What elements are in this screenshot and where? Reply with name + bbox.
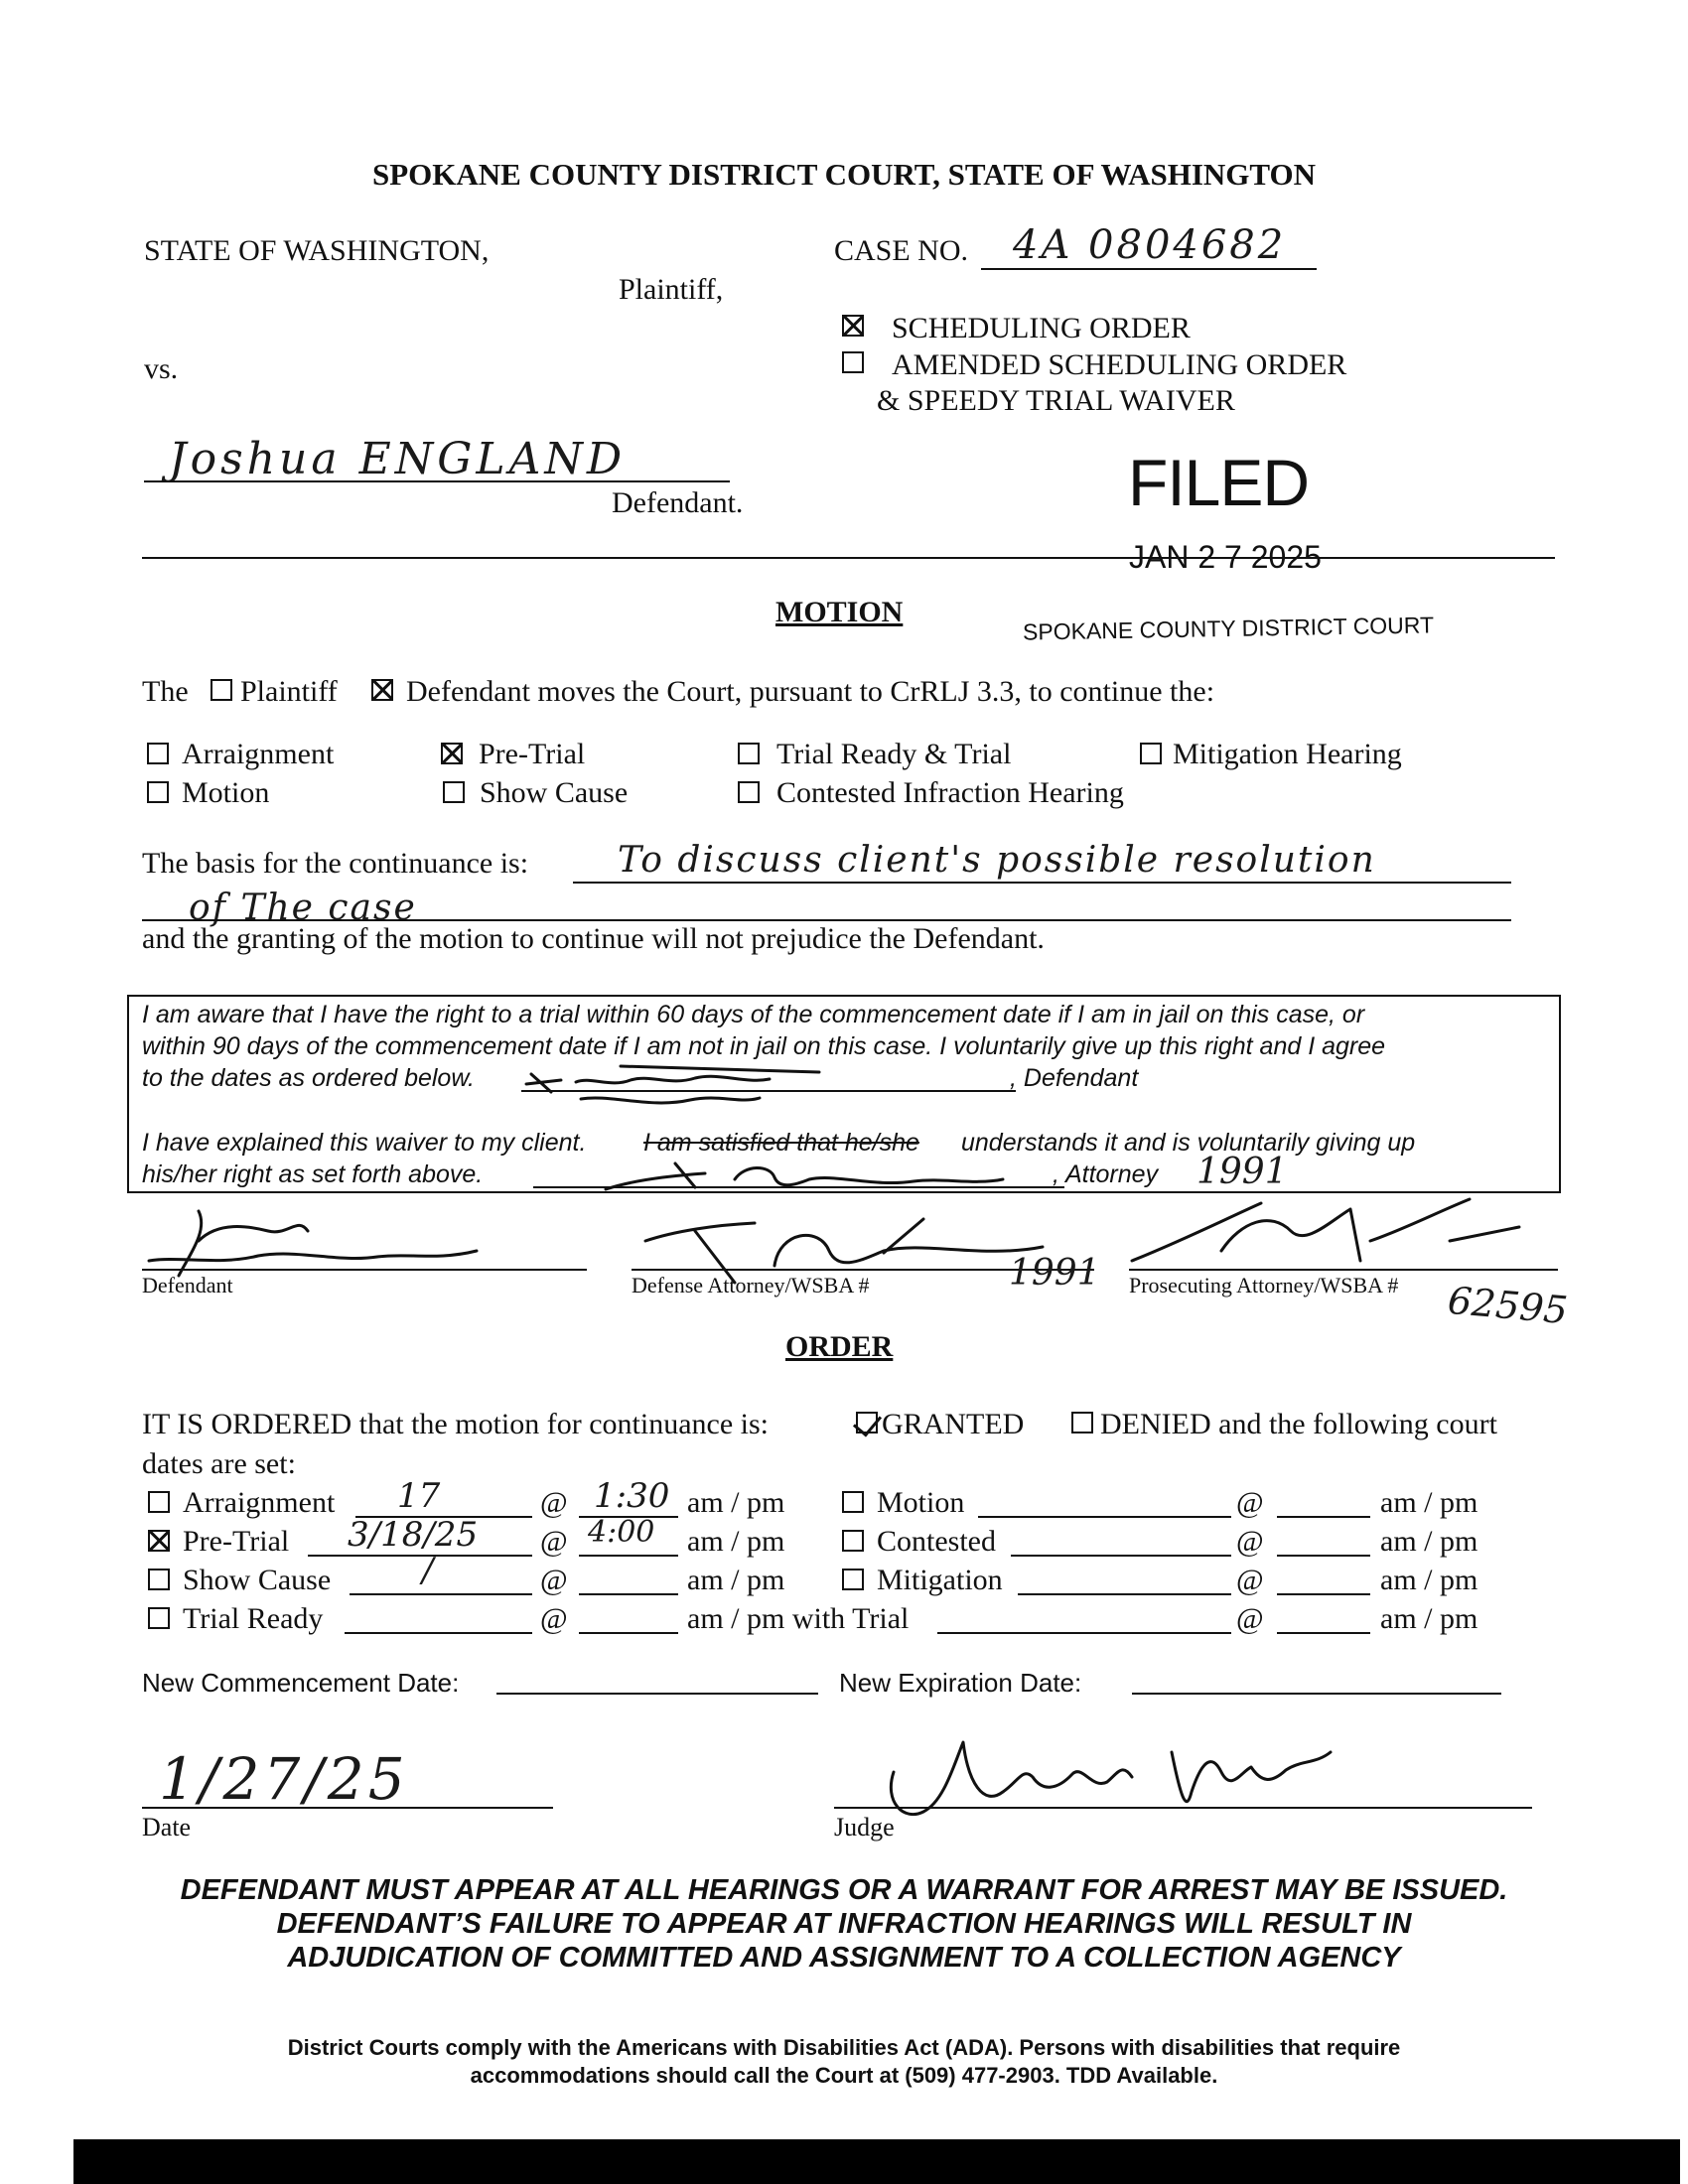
order-mitigation-at: @ (1236, 1564, 1264, 1596)
case-no-label: CASE NO. (834, 234, 969, 267)
scheduling-order-checkbox[interactable] (842, 315, 864, 337)
scheduling-order-label: SCHEDULING ORDER (892, 312, 1191, 344)
continue-pretrial-label: Pre-Trial (479, 738, 586, 770)
ordered-text: IT IS ORDERED that the motion for continuance is: (142, 1408, 770, 1440)
order-trial-ready-time-line (579, 1632, 678, 1634)
order-date-label: Date (142, 1813, 192, 1842)
continue-trial-ready-label: Trial Ready & Trial (776, 738, 1012, 770)
prosecuting-attorney-label: Prosecuting Attorney/WSBA # (1129, 1273, 1399, 1297)
order-mitigation-checkbox[interactable] (842, 1569, 864, 1590)
continue-show-cause-checkbox[interactable] (443, 781, 465, 803)
dates-set-label: dates are set: (142, 1447, 296, 1480)
order-pretrial-time-line (579, 1555, 678, 1557)
order-pretrial-label: Pre-Trial (183, 1525, 290, 1558)
waiver-line4-b: understands it and is voluntarily giving up (961, 1129, 1416, 1157)
continue-arraignment-label: Arraignment (182, 738, 335, 770)
prosecuting-attorney-wsba: 62595 (1446, 1278, 1570, 1333)
continue-mitigation-label: Mitigation Hearing (1173, 738, 1402, 770)
order-mitigation-time-line (1277, 1593, 1370, 1595)
order-contested-date-line (1011, 1555, 1231, 1557)
speedy-trial-waiver-label: & SPEEDY TRIAL WAIVER (877, 384, 1235, 417)
defendant-signature-label: Defendant (142, 1273, 233, 1297)
ada-notice-line2: accommodations should call the Court at (509) 477-2903. TDD Available. (470, 2063, 1218, 2088)
order-arraignment-date: 17 (397, 1476, 441, 1516)
judge-label: Judge (834, 1813, 895, 1842)
order-pretrial-checkbox[interactable] (148, 1530, 170, 1552)
continue-contested-checkbox[interactable] (738, 781, 760, 803)
judge-signature-line (834, 1807, 1532, 1809)
order-date-value: 1/27/25 (159, 1745, 409, 1813)
waiver-line4-struck: I am satisfied that he/she (643, 1129, 919, 1157)
waiver-defendant-suffix: , Defendant (1010, 1064, 1139, 1092)
commencement-label: New Commencement Date: (142, 1668, 460, 1698)
basis-line2-rule (142, 919, 1511, 921)
order-show-cause-time-line (579, 1593, 678, 1595)
order-heading: ORDER (785, 1330, 894, 1363)
defense-attorney-wsba: 1991 (1009, 1253, 1100, 1294)
order-arraignment-at: @ (540, 1486, 568, 1519)
order-contested-checkbox[interactable] (842, 1530, 864, 1552)
waiver-attorney-line (533, 1186, 1064, 1188)
basis-label: The basis for the continuance is: (142, 847, 529, 880)
defendant-name: Joshua ENGLAND (169, 434, 627, 484)
order-show-cause-date: / (422, 1551, 434, 1590)
waiver-line1: I am aware that I have the right to a trial within 60 days of the commencement date if I am in jail on this case, or (142, 1001, 1365, 1028)
motion-plaintiff-checkbox[interactable] (211, 679, 232, 701)
court-title: SPOKANE COUNTY DISTRICT COURT, STATE OF WASHINGTON (371, 157, 1317, 192)
caption-divider (142, 557, 1555, 559)
defendant-name-line (144, 480, 730, 482)
amended-scheduling-order-label: AMENDED SCHEDULING ORDER (892, 348, 1347, 381)
prosecuting-attorney-line (1129, 1269, 1558, 1271)
order-motion-date-line (978, 1516, 1231, 1518)
order-trial-ampm: am / pm (1380, 1602, 1478, 1635)
basis-line1-rule (573, 882, 1511, 884)
granted-checkbox[interactable] (856, 1412, 878, 1433)
order-date-line (142, 1807, 553, 1809)
commencement-line (496, 1693, 818, 1695)
defense-attorney-label: Defense Attorney/WSBA # (632, 1273, 870, 1297)
expiration-line (1132, 1693, 1501, 1695)
motion-heading: MOTION (775, 596, 904, 628)
order-contested-label: Contested (877, 1525, 996, 1558)
waiver-attorney-suffix: , Attorney (1053, 1160, 1159, 1188)
order-contested-time-line (1277, 1555, 1370, 1557)
amended-scheduling-order-checkbox[interactable] (842, 351, 864, 373)
plaintiff-label: Plaintiff, (619, 273, 724, 306)
continue-motion-checkbox[interactable] (147, 781, 169, 803)
order-arraignment-label: Arraignment (183, 1486, 336, 1519)
order-trial-ready-at: @ (540, 1602, 568, 1635)
basis-line2: of The case (189, 887, 417, 928)
warning-line2: DEFENDANT’S FAILURE TO APPEAR AT INFRACTION HEARINGS WILL RESULT IN (276, 1908, 1412, 1940)
motion-plaintiff-label: Plaintiff (240, 675, 338, 708)
waiver-line5: his/her right as set forth above. (142, 1160, 484, 1188)
basis-line1: To discuss client's possible resolution (618, 840, 1376, 881)
case-no-line (981, 268, 1317, 270)
defendant-signature-line (142, 1269, 587, 1271)
order-pretrial-time: 4:00 (588, 1515, 655, 1550)
order-show-cause-checkbox[interactable] (148, 1569, 170, 1590)
order-contested-ampm: am / pm (1380, 1525, 1478, 1558)
continue-contested-label: Contested Infraction Hearing (776, 776, 1124, 809)
order-arraignment-ampm: am / pm (687, 1486, 785, 1519)
plaintiff-name: STATE OF WASHINGTON, (144, 234, 490, 267)
vs-label: vs. (144, 352, 179, 385)
scan-edge-bar (73, 2139, 1680, 2184)
order-trial-ready-checkbox[interactable] (148, 1607, 170, 1629)
waiver-line3: to the dates as ordered below. (142, 1064, 475, 1092)
order-mitigation-label: Mitigation (877, 1564, 1003, 1596)
order-pretrial-at: @ (540, 1525, 568, 1558)
order-show-cause-ampm: am / pm (687, 1564, 785, 1596)
continue-show-cause-label: Show Cause (480, 776, 629, 809)
denied-label: DENIED and the following court (1100, 1408, 1497, 1440)
motion-defendant-label: Defendant moves the Court, pursuant to CrRLJ 3.3, to continue the: (406, 675, 1215, 708)
order-motion-at: @ (1236, 1486, 1264, 1519)
waiver-line4-a: I have explained this waiver to my client. (142, 1129, 587, 1157)
filed-stamp-date: JAN 2 7 2025 (1129, 539, 1322, 575)
order-motion-ampm: am / pm (1380, 1486, 1478, 1519)
filed-stamp-court: SPOKANE COUNTY DISTRICT COURT (1022, 612, 1435, 645)
order-trial-ready-date-line (345, 1632, 532, 1634)
continue-pretrial-checkbox[interactable] (441, 743, 463, 764)
continue-trial-ready-checkbox[interactable] (738, 743, 760, 764)
order-arraignment-checkbox[interactable] (148, 1491, 170, 1513)
denied-checkbox[interactable] (1071, 1412, 1093, 1433)
waiver-defendant-line (521, 1090, 1016, 1092)
order-arraignment-time: 1:30 (594, 1476, 670, 1516)
order-trial-at: @ (1236, 1602, 1264, 1635)
waiver-defendant-signature (521, 1054, 879, 1114)
continue-mitigation-checkbox[interactable] (1140, 743, 1162, 764)
prejudice-statement: and the granting of the motion to continue will not prejudice the Defendant. (142, 922, 1045, 955)
order-show-cause-label: Show Cause (183, 1564, 332, 1596)
order-contested-at: @ (1236, 1525, 1264, 1558)
motion-defendant-checkbox[interactable] (371, 679, 393, 701)
order-trial-ready-suffix: am / pm with Trial (687, 1602, 910, 1635)
expiration-label: New Expiration Date: (839, 1668, 1082, 1698)
order-motion-time-line (1277, 1516, 1370, 1518)
granted-label: GRANTED (882, 1408, 1025, 1440)
order-mitigation-ampm: am / pm (1380, 1564, 1478, 1596)
order-show-cause-date-line (350, 1593, 532, 1595)
motion-intro-the: The (142, 675, 189, 708)
order-motion-label: Motion (877, 1486, 965, 1519)
prosecuting-attorney-signature (1122, 1191, 1539, 1271)
defendant-label: Defendant. (612, 486, 744, 519)
order-trial-time-line (1277, 1632, 1370, 1634)
order-trial-ready-label: Trial Ready (183, 1602, 324, 1635)
order-pretrial-ampm: am / pm (687, 1525, 785, 1558)
warning-line3: ADJUDICATION OF COMMITTED AND ASSIGNMENT TO A COLLECTION AGENCY (287, 1942, 1401, 1974)
waiver-line2: within 90 days of the commencement date if I am not in jail on this case. I voluntarily give up this right and I agree (142, 1032, 1386, 1060)
order-show-cause-at: @ (540, 1564, 568, 1596)
order-pretrial-date-line (308, 1555, 532, 1557)
case-no-value: 4A 0804682 (1013, 222, 1287, 268)
judge-signature (874, 1712, 1350, 1832)
order-pretrial-date: 3/18/25 (348, 1515, 479, 1555)
warning-line1: DEFENDANT MUST APPEAR AT ALL HEARINGS OR A WARRANT FOR ARREST MAY BE ISSUED. (180, 1874, 1508, 1906)
ada-notice-line1: District Courts comply with the Americans with Disabilities Act (ADA). Persons with disabilities that require (287, 2035, 1401, 2060)
waiver-attorney-signature (596, 1150, 1013, 1199)
continue-arraignment-checkbox[interactable] (147, 743, 169, 764)
order-trial-date-line (937, 1632, 1231, 1634)
order-motion-checkbox[interactable] (842, 1491, 864, 1513)
waiver-attorney-wsba: 1991 (1196, 1152, 1288, 1192)
filed-stamp: FILED (1128, 446, 1310, 519)
order-mitigation-date-line (1018, 1593, 1231, 1595)
continue-motion-label: Motion (182, 776, 270, 809)
